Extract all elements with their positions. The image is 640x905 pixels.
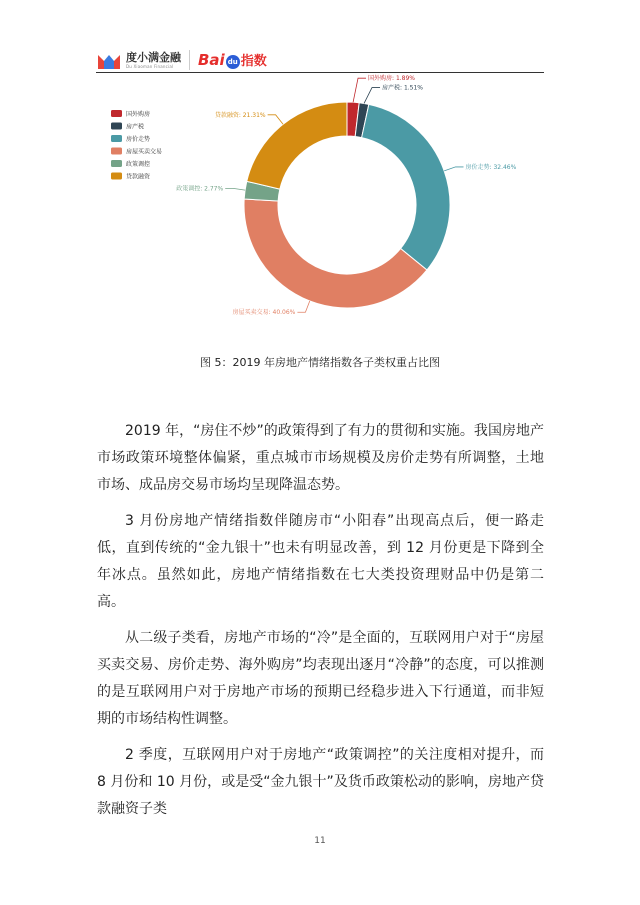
body-text [97,418,544,832]
paragraph-1: 2019 年，“房住不炒”的政策得到了有力的贯彻和实施。我国房地产市场政策环境整体偏紧，重点城市市场规模及房价走势有所调整，土地市场、成品房交易市场均呈现降温态势。 [97,423,544,493]
legend-swatch-1 [111,110,122,117]
leader-line-2 [364,88,380,104]
slice-label-2: 房产税: 1.51% [382,84,424,92]
leader-line-5 [225,188,245,190]
legend-swatch-3 [111,135,122,142]
figure-caption: 图 5：2019 年房地产情绪指数各子类权重占比图 [200,356,440,369]
baidu-logo-zhishu: 指数 [240,54,267,69]
slice-label-3: 房价走势: 32.46% [465,163,517,171]
paragraph-4: 2 季度，互联网用户对于房地产“政策调控”的关注度相对提升，而 8 月份和 10 月份，或是受“金九银十”及货币政策松动的影响，房地产贷款融资子类 [97,747,544,817]
baidu-logo-bai: Bai [198,51,225,69]
slice-label-1: 国外购房: 1.89% [368,75,416,83]
baidu-paw-icon: du [226,55,240,69]
slice-label-5: 政策调控: 2.77% [176,185,224,193]
legend-label-2: 房产税 [126,123,145,131]
legend-label-4: 房屋买卖交易 [126,148,163,156]
donut-slice-4 [244,199,427,308]
paragraph-3: 从二级子类看，房地产市场的“冷”是全面的，互联网用户对于“房屋买卖交易、房价走势、海外购房”均表现出逐月“冷静”的态度，可以推测的是互联网用户对于房地产市场的预期已经稳步进入下行通道，而非短期的市场结构性调整。 [97,630,544,727]
leader-line-4 [297,301,309,312]
legend-label-1: 国外购房 [126,111,151,118]
legend-label-5: 政策调控 [126,161,151,168]
legend-swatch-2 [111,123,122,130]
donut-slice-3 [362,104,450,270]
leader-line-6 [268,115,283,124]
duxiaoman-logo-subtitle: Du Xiaoman Financial [126,63,174,69]
duxiaoman-logo-name: 度小满金融 [126,50,181,64]
legend-label-3: 房价走势 [126,136,151,143]
leader-line-3 [444,167,463,171]
donut-chart [0,0,640,350]
legend-swatch-4 [111,148,122,155]
paragraph-2: 3 月份房地产情绪指数伴随房市“小阳春”出现高点后，便一路走低，直到传统的“金九银十”也未有明显改善，到 12 月份更是下降到全年冰点。虽然如此，房地产情绪指数在七大类投资理财品中仍是第二高。 [97,513,544,610]
slice-label-4: 房屋买卖交易: 40.06% [232,309,296,317]
legend-label-6: 贷款融资 [126,173,151,181]
page-number: 11 [314,836,326,846]
legend-swatch-5 [111,160,122,167]
legend-swatch-6 [111,173,122,180]
slice-label-6: 贷款融资: 21.31% [214,111,266,119]
leader-line-1 [353,78,366,102]
